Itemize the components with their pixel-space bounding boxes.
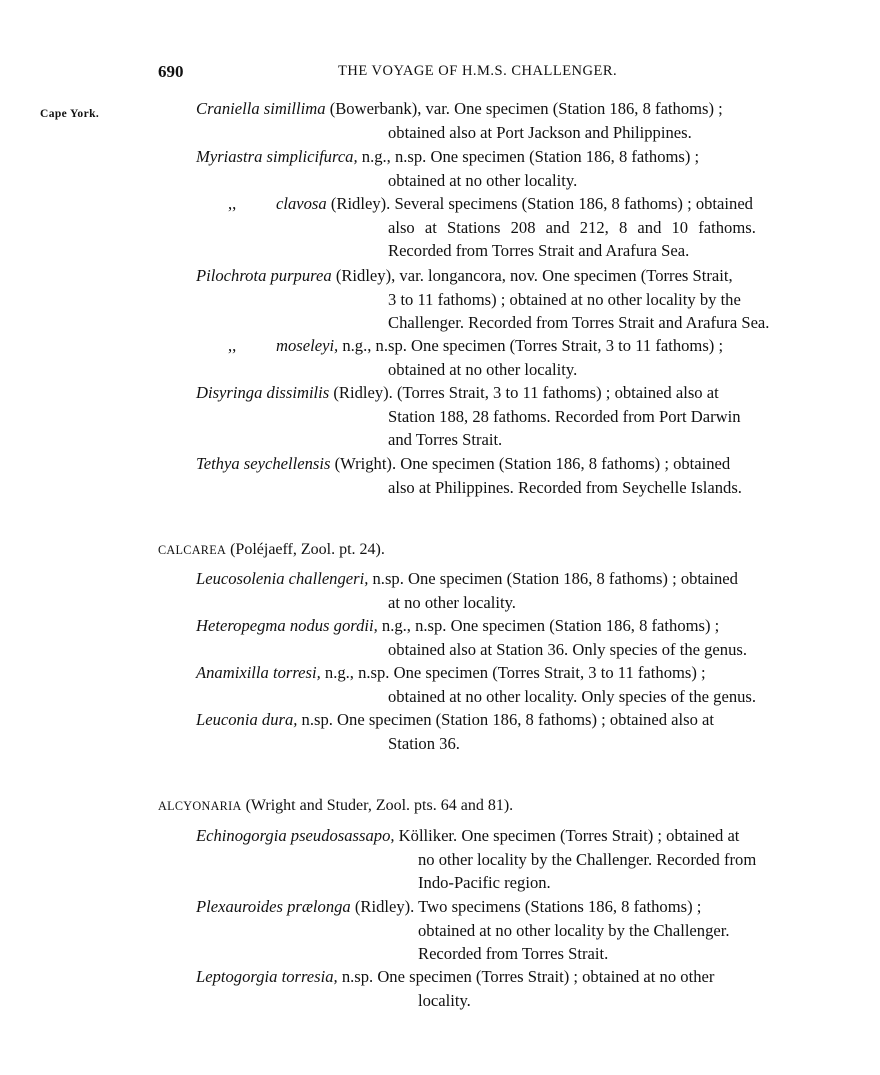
entry-continuation: obtained at no other locality by the Challenger. [418,920,730,940]
species-entry-heteropegma [196,614,846,661]
entry-text: n.sp. One specimen (Torres Strait) ; obtained at no other [337,967,715,986]
section-heading-source: (Poléjaeff, Zool. pt. 24). [226,541,385,558]
entry-continuation: obtained at no other locality. Only species of the genus. [388,686,757,706]
page-number: 690 [158,62,184,81]
entry-text: (Ridley). Two specimens (Stations 186, 8 fathoms) ; [350,897,702,916]
species-entry-plexauroides [196,895,846,966]
section-heading-calcarea [158,541,385,559]
species-entry-echinogorgia [196,824,846,895]
section-heading-smallcaps: CALCAREA [158,543,227,557]
entry-continuation: obtained at no other locality. [388,170,578,190]
species-entry-leucosolenia [196,567,846,614]
entry-continuation: Station 36. [388,733,460,753]
entry-continuation: obtained at no other locality. [388,359,578,379]
entry-continuation: obtained also at Station 36. Only species of the genus. [388,639,748,659]
species-name: Echinogorgia pseudosassapo, [196,826,395,845]
species-name: Plexauroides prælonga [196,897,351,916]
entry-text: n.sp. One specimen (Station 186, 8 fathoms) ; obtained [368,569,738,588]
entry-text: (Ridley). Several specimens (Station 186, 8 fathoms) ; obtained [326,194,753,213]
species-name: Tethya seychellensis [196,454,331,473]
margin-note-locality: Cape York. [40,108,100,120]
species-name: Disyringa dissimilis [196,383,330,402]
species-name: Anamixilla torresi, [196,663,321,682]
entry-continuation: Recorded from Torres Strait. [418,944,609,963]
entry-continuation: Station 188, 28 fathoms. Recorded from Port Darwin [388,406,741,426]
entry-text: (Ridley), var. longancora, nov. One specimen (Torres Strait, [331,266,733,285]
species-name: clavosa [276,194,327,213]
ditto-mark: ,, [228,194,237,213]
species-entry-myriastra [196,145,846,192]
entry-text: n.sp. One specimen (Station 186, 8 fathoms) ; obtained also at [297,710,715,729]
species-entry-pilochrota [196,264,846,335]
section-heading-smallcaps: ALCYONARIA [158,799,242,813]
species-name: Leptogorgia torresia, [196,967,338,986]
species-entry-craniella [196,97,846,144]
running-title: THE VOYAGE OF H.M.S. CHALLENGER. [338,63,618,79]
entry-text: n.g., n.sp. One specimen (Torres Strait, 3 to 11 fathoms) ; [320,663,706,682]
entry-continuation: also at Philippines. Recorded from Seychelle Islands. [388,477,742,497]
entry-text: n.g., n.sp. One specimen (Torres Strait, 3 to 11 fathoms) ; [338,336,724,355]
species-name: Leuconia dura, [196,710,298,729]
species-name: Craniella simillima [196,99,326,118]
species-entry-anamixilla [196,661,846,708]
entry-text: (Ridley). (Torres Strait, 3 to 11 fathoms) ; obtained also at [329,383,719,402]
species-name: Myriastra simplicifurca, [196,147,358,166]
entry-continuation: no other locality by the Challenger. Recorded from [418,849,757,869]
entry-continuation: 3 to 11 fathoms) ; obtained at no other locality by the [388,289,741,309]
entry-text: (Wright). One specimen (Station 186, 8 fathoms) ; obtained [330,454,731,473]
species-entry-disyringa [196,381,846,452]
entry-text: n.g., n.sp. One specimen (Station 186, 8 fathoms) ; [357,147,700,166]
species-entry-leuconia [196,708,846,755]
species-entry-tethya [196,452,846,499]
entry-continuation: Challenger. Recorded from Torres Strait and Arafura Sea. [388,313,770,332]
entry-continuation: also at Stations 208 and 212, 8 and 10 fathoms. [388,217,756,237]
entry-continuation: obtained also at Port Jackson and Philippines. [388,122,692,142]
species-name: Heteropegma nodus gordii, [196,616,378,635]
section-heading-source: (Wright and Studer, Zool. pts. 64 and 81). [241,797,514,814]
species-entry-pilochrota-moseleyi [228,334,848,381]
species-entry-myriastra-clavosa [228,192,848,263]
species-name: moseleyi, [276,336,339,355]
entry-text: (Bowerbank), var. One specimen (Station 186, 8 fathoms) ; [325,99,723,118]
entry-text: Kölliker. One specimen (Torres Strait) ; obtained at [394,826,740,845]
entry-text: n.g., n.sp. One specimen (Station 186, 8 fathoms) ; [377,616,720,635]
species-entry-leptogorgia [196,965,846,1012]
section-heading-alcyonaria [158,797,513,815]
entry-continuation: Indo-Pacific region. [418,873,551,892]
ditto-mark: ,, [228,336,237,355]
species-name: Leucosolenia challengeri, [196,569,369,588]
entry-continuation: and Torres Strait. [388,430,503,449]
entry-continuation: locality. [418,990,471,1010]
entry-continuation: Recorded from Torres Strait and Arafura Sea. [388,241,690,260]
entry-continuation: at no other locality. [388,592,516,612]
species-name: Pilochrota purpurea [196,266,332,285]
